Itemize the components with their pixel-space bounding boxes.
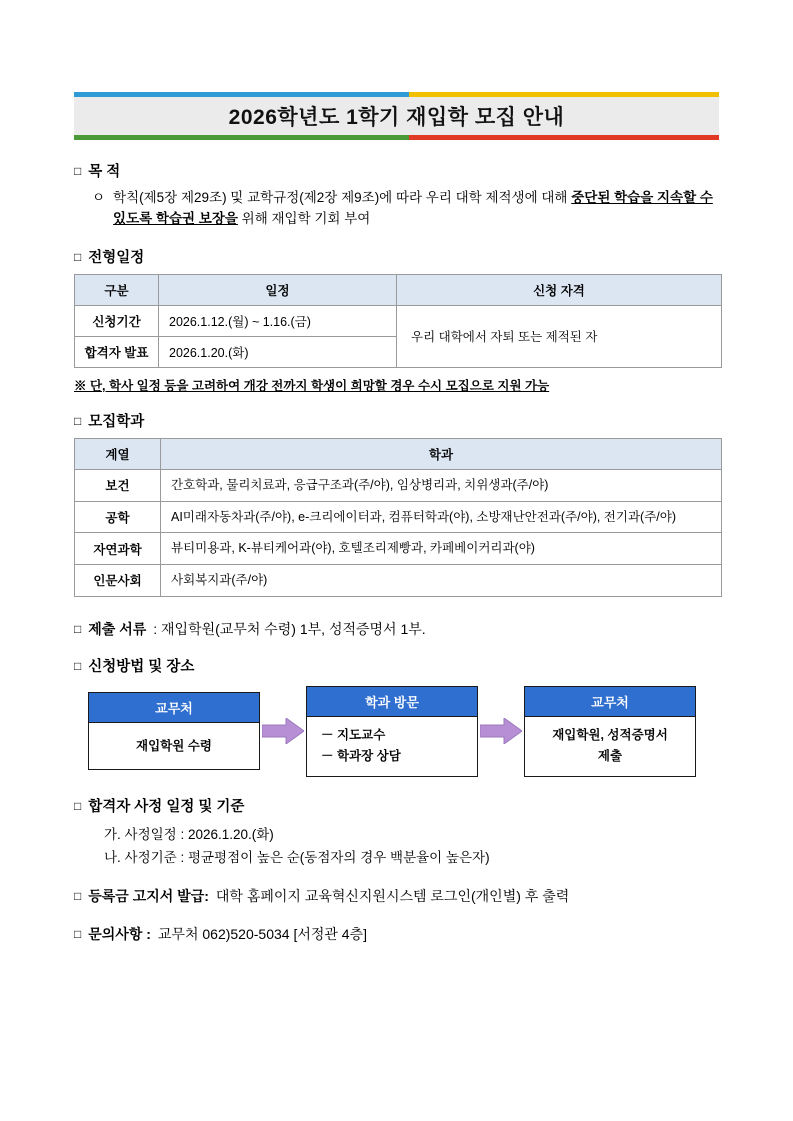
tuition-text: 대학 홈페이지 교육혁신지원시스템 로그인(개인별) 후 출력 — [215, 888, 570, 905]
dept-row-0-list: 간호학과, 물리치료과, 응급구조과(주/야), 임상병리과, 치위생과(주/야) — [161, 469, 722, 501]
flow-arrow-1 — [260, 718, 306, 744]
dept-col-0: 계열 — [75, 438, 161, 469]
flow-step-3 — [524, 686, 696, 777]
dept-row-1-field: 공학 — [75, 501, 161, 533]
contact-heading: 문의사항 : — [88, 926, 151, 943]
flow-step-1-line-0: 재입학원 수령 — [136, 738, 212, 753]
section-schedule-title: 전형일정 — [88, 249, 145, 266]
purpose-text-emphasis: 중단된 학습을 지속할 수 있도록 학습권 보장을 — [113, 190, 713, 226]
schedule-table — [74, 274, 722, 368]
arrow-right-icon — [480, 718, 522, 744]
circle-bullet-icon: ㅇ — [92, 190, 106, 205]
title-top-rule-yellow — [409, 92, 719, 97]
apply-flow-chart — [88, 686, 722, 777]
section-documents — [74, 619, 722, 639]
section-contact — [74, 924, 722, 944]
square-bullet-icon: □ — [74, 658, 82, 673]
section-schedule-heading — [74, 246, 722, 267]
square-bullet-icon: □ — [74, 889, 82, 904]
flow-step-3-head: 교무처 — [525, 687, 695, 717]
square-bullet-icon: □ — [74, 798, 82, 813]
square-bullet-icon: □ — [74, 413, 82, 428]
title-bottom-rule-green — [74, 135, 409, 140]
section-apply-title: 신청방법 및 장소 — [88, 658, 195, 675]
square-bullet-icon: □ — [74, 164, 82, 178]
title-top-rule-blue — [74, 92, 409, 97]
contact-text: 교무처 062)520-5034 [서정관 4층] — [157, 926, 367, 943]
schedule-qualification: 우리 대학에서 자퇴 또는 제적된 자 — [397, 305, 722, 367]
dept-col-1: 학과 — [161, 438, 722, 469]
dept-row-2-field: 자연과학 — [75, 533, 161, 565]
flow-step-3-body — [525, 717, 695, 776]
purpose-text-before: 학칙(제5장 제29조) 및 교학규정(제2장 제9조)에 따라 우리 대학 제적생에 대해 — [113, 190, 572, 205]
document-body — [74, 160, 722, 960]
flow-step-1-body — [89, 723, 259, 769]
tuition-line — [74, 886, 722, 906]
flow-step-3-line-0: 재입학원, 성적증명서 — [552, 727, 668, 742]
section-departments — [74, 410, 722, 597]
schedule-col-1: 일정 — [159, 274, 397, 305]
flow-step-1 — [88, 692, 260, 770]
selection-lines — [104, 823, 722, 870]
schedule-row-0-label: 신청기간 — [75, 305, 159, 336]
dept-row-3-field: 인문사회 — [75, 565, 161, 597]
square-bullet-icon: □ — [74, 927, 82, 942]
dept-row-1-list: AI미래자동차과(주/야), e-크리에이터과, 컴퓨터학과(야), 소방재난안전과(주/야), 전기과(주/야) — [161, 501, 722, 533]
documents-line — [74, 619, 722, 639]
table-header-row — [75, 274, 722, 305]
contact-line — [74, 924, 722, 944]
section-tuition — [74, 886, 722, 906]
section-schedule — [74, 246, 722, 394]
section-selection-heading — [74, 795, 722, 816]
departments-table — [74, 438, 722, 597]
flow-step-2 — [306, 686, 478, 777]
section-apply-heading — [74, 655, 722, 676]
section-purpose-heading — [74, 160, 722, 181]
flow-step-2-line-0: － 지도교수 — [321, 727, 386, 742]
section-apply — [74, 655, 722, 777]
title-band — [74, 97, 719, 135]
table-header-row — [75, 438, 722, 469]
table-row — [75, 533, 722, 565]
dept-row-2-list: 뷰티미용과, K-뷰티케어과(야), 호텔조리제빵과, 카페베이커리과(야) — [161, 533, 722, 565]
title-top-rule — [74, 92, 719, 97]
flow-step-1-head: 교무처 — [89, 693, 259, 723]
page-title: 2026학년도 1학기 재입학 모집 안내 — [228, 106, 565, 129]
documents-heading: 제출 서류 — [88, 620, 147, 637]
section-selection-title: 합격자 사정 일정 및 기준 — [88, 798, 245, 815]
schedule-col-0: 구분 — [75, 274, 159, 305]
dept-row-3-list: 사회복지과(주/야) — [161, 565, 722, 597]
schedule-row-0-value: 2026.1.12.(월) ~ 1.16.(금) — [159, 305, 397, 336]
table-row — [75, 305, 722, 336]
arrow-right-icon — [262, 718, 304, 744]
schedule-row-1-value: 2026.1.20.(화) — [159, 336, 397, 367]
dept-row-0-field: 보건 — [75, 469, 161, 501]
table-row — [75, 565, 722, 597]
flow-step-2-line-1: － 학과장 상담 — [321, 749, 401, 764]
purpose-text-after: 위해 재입학 기회 부여 — [237, 210, 371, 226]
table-row — [75, 469, 722, 501]
title-bottom-rule — [74, 135, 719, 140]
schedule-row-1-label: 합격자 발표 — [75, 336, 159, 367]
schedule-col-2: 신청 자격 — [397, 274, 722, 305]
document-title-banner — [74, 92, 719, 140]
flow-step-2-head: 학과 방문 — [307, 687, 477, 717]
selection-line-1: 나. 사정기준 : 평균평점이 높은 순(동점자의 경우 백분율이 높은자) — [104, 850, 490, 866]
schedule-note: ※ 단, 학사 일정 등을 고려하여 개강 전까지 학생이 희망할 경우 수시 모집으로 지원 가능 — [74, 378, 550, 393]
purpose-text — [113, 188, 722, 230]
section-purpose-title: 목 적 — [88, 164, 121, 180]
purpose-bullet — [92, 188, 722, 230]
flow-step-3-line-1: 제출 — [597, 749, 623, 764]
section-departments-heading — [74, 410, 722, 431]
table-row — [75, 501, 722, 533]
selection-line-0: 가. 사정일정 : 2026.1.20.(화) — [104, 826, 274, 842]
tuition-heading: 등록금 고지서 발급: — [88, 888, 209, 905]
documents-text: : 재입학원(교무처 수령) 1부, 성적증명서 1부. — [153, 620, 426, 637]
flow-arrow-2 — [478, 718, 524, 744]
square-bullet-icon: □ — [74, 621, 82, 636]
section-purpose — [74, 160, 722, 230]
title-bottom-rule-red — [409, 135, 719, 140]
square-bullet-icon: □ — [74, 249, 82, 264]
flow-step-2-body — [307, 717, 477, 776]
section-departments-title: 모집학과 — [88, 413, 145, 430]
section-selection — [74, 795, 722, 870]
